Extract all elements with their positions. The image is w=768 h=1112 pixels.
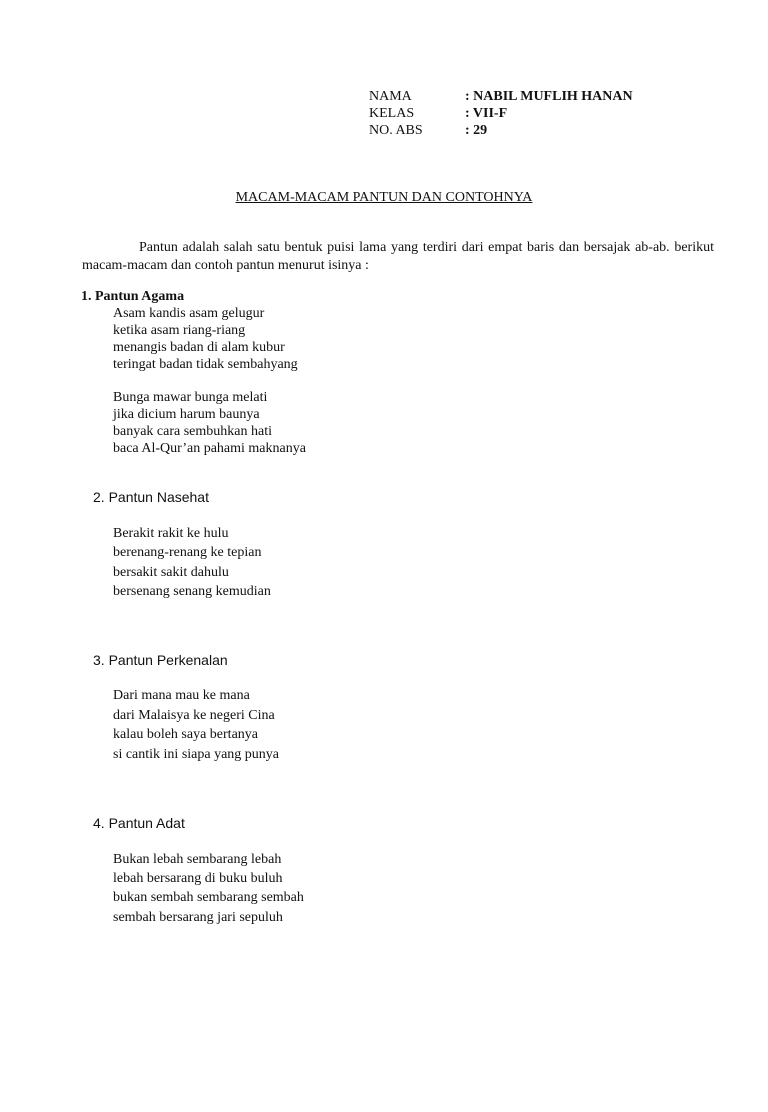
header-row-kelas	[369, 105, 768, 122]
header-value: : 29	[465, 123, 488, 138]
verse-line: Dari mana mau ke mana	[113, 688, 250, 704]
verse-line: teringat badan tidak sembahyang	[113, 357, 298, 372]
verse-line: Bunga mawar bunga melati	[113, 390, 268, 405]
verse-line: berenang-renang ke tepian	[113, 545, 262, 561]
verse-line: si cantik ini siapa yang punya	[113, 746, 280, 762]
verse-line: banyak cara sembuhkan hati	[113, 424, 272, 439]
verse-line: bukan sembah sembarang sembah	[113, 890, 304, 906]
verse-line: baca Al-Qur’an pahami maknanya	[113, 441, 306, 456]
stanza	[113, 686, 768, 764]
verse-line: Berakit rakit ke hulu	[113, 526, 229, 541]
document-title: MACAM-MACAM PANTUN DAN CONTOHNYA	[235, 190, 533, 205]
section-heading: 1. Pantun Agama	[81, 289, 185, 304]
header-label: KELAS	[369, 106, 415, 121]
stanza	[113, 389, 768, 457]
header-label: NAMA	[369, 89, 412, 104]
verse-line: kalau boleh saya bertanya	[113, 727, 258, 743]
verse-line: Bukan lebah sembarang lebah	[113, 851, 282, 867]
verse-line: dari Malaisya ke negeri Cina	[113, 707, 275, 723]
stanza	[113, 305, 768, 373]
intro-paragraph	[82, 239, 714, 275]
header-row-no-abs	[369, 122, 768, 139]
header-row-nama	[369, 88, 768, 105]
header-value: : NABIL MUFLIH HANAN	[465, 89, 633, 104]
verse-line: jika dicium harum baunya	[113, 407, 260, 422]
header-value: : VII-F	[465, 106, 508, 121]
stanza	[113, 524, 768, 601]
verse-line: ketika asam riang-riang	[113, 323, 246, 338]
section-heading: 4. Pantun Adat	[93, 814, 185, 831]
stanza	[113, 850, 768, 928]
section-heading: 2. Pantun Nasehat	[93, 489, 209, 505]
header-label: NO. ABS	[369, 123, 423, 138]
verse-line: lebah bersarang di buku buluh	[113, 870, 283, 886]
section-heading: 3. Pantun Perkenalan	[93, 652, 228, 669]
verse-line: bersenang senang kemudian	[113, 583, 271, 599]
document-page	[0, 88, 768, 927]
student-info	[369, 88, 768, 139]
intro-text: Pantun adalah salah satu bentuk puisi lama yang terdiri dari empat baris dan bersajak ab-ab. berikut macam-macam dan contoh pantun menurut isinya :	[82, 240, 714, 273]
verse-line: menangis badan di alam kubur	[113, 340, 285, 355]
verse-line: bersakit sakit dahulu	[113, 564, 229, 580]
verse-line: sembah bersarang jari sepuluh	[113, 909, 283, 925]
verse-line: Asam kandis asam gelugur	[113, 306, 265, 321]
